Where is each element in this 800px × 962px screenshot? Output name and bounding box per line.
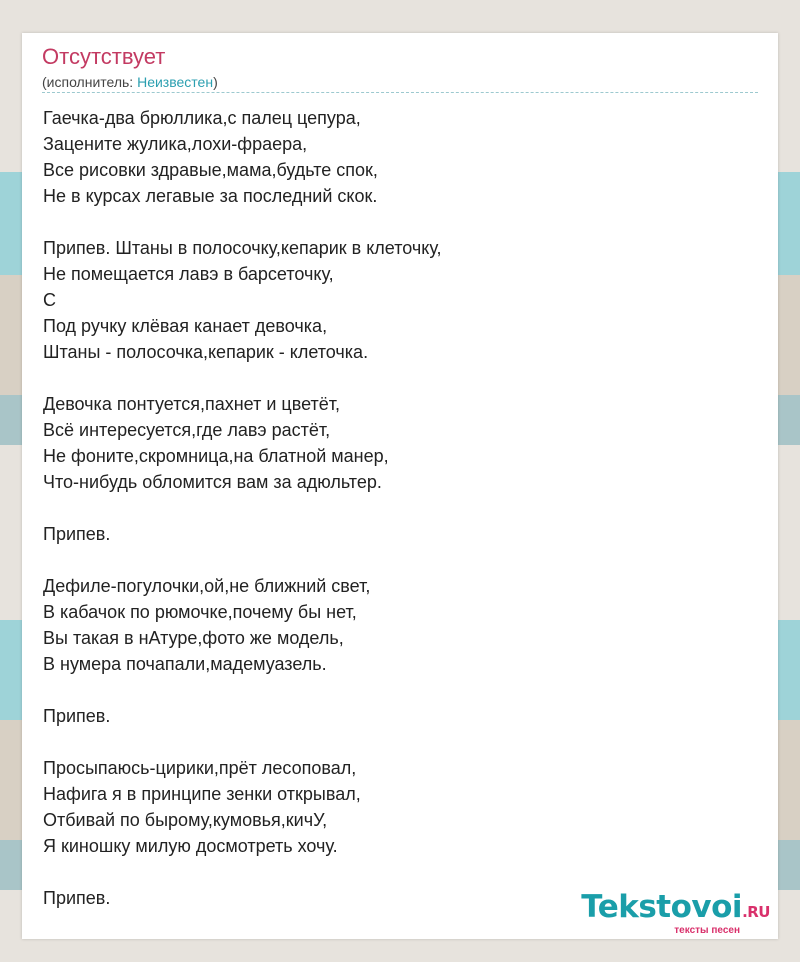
lyric-line xyxy=(43,495,753,521)
lyrics-text xyxy=(43,105,753,911)
lyric-line xyxy=(43,209,753,235)
lyric-line: Не в курсах легавые за последний скок. xyxy=(43,186,378,206)
lyric-line: В кабачок по рюмочке,почему бы нет, xyxy=(43,602,357,622)
lyric-line: Вы такая в нАтуре,фото же модель, xyxy=(43,628,344,648)
lyric-line: Штаны - полосочка,кепарик - клеточка. xyxy=(43,342,369,362)
lyric-line: Гаечка-два брюллика,с палец цепура, xyxy=(43,108,361,128)
logo-tld: .RU xyxy=(742,903,770,921)
lyric-line: Я киношку милую досмотреть хочу. xyxy=(43,836,338,856)
lyrics-card xyxy=(22,33,778,939)
performer-suffix: ) xyxy=(213,74,218,90)
lyric-line: Не помещается лавэ в барсеточку, xyxy=(43,264,334,284)
performer-info xyxy=(42,73,218,91)
song-title: Отсутствует xyxy=(42,44,166,69)
lyric-line: Припев. xyxy=(43,706,111,726)
lyric-line: Дефиле-погулочки,ой,не ближний свет, xyxy=(43,576,371,596)
lyric-line: Не фоните,скромница,на блатной манер, xyxy=(43,446,389,466)
lyric-line xyxy=(43,729,753,755)
site-logo[interactable] xyxy=(581,891,770,937)
performer-link[interactable]: Неизвестен xyxy=(137,74,214,90)
lyric-line: Все рисовки здравые,мама,будьте спок, xyxy=(43,160,378,180)
lyric-line: Припев. Штаны в полосочку,кепарик в клеточку, xyxy=(43,238,442,258)
lyric-line: Под ручку клёвая канает девочка, xyxy=(43,316,328,336)
lyric-line: Всё интересуется,где лавэ растёт, xyxy=(43,420,331,440)
lyric-line: Просыпаюсь-цирики,прёт лесоповал, xyxy=(43,758,357,778)
logo-wordmark xyxy=(581,891,770,928)
lyric-line: Отбивай по бырому,кумовья,кичУ, xyxy=(43,810,328,830)
lyric-line: Припев. xyxy=(43,524,111,544)
title-divider xyxy=(42,92,758,93)
lyric-line xyxy=(43,547,753,573)
logo-tagline: тексты песен xyxy=(674,925,740,936)
lyric-line: Зацените жулика,лохи-фраера, xyxy=(43,134,308,154)
performer-prefix: (исполнитель: xyxy=(42,74,138,90)
lyric-line xyxy=(43,859,753,885)
lyric-line: Припев. xyxy=(43,888,111,908)
logo-name: Tekstovoi xyxy=(581,889,743,925)
lyric-line xyxy=(43,677,753,703)
lyric-line: Нафига я в принципе зенки открывал, xyxy=(43,784,361,804)
lyric-line: С xyxy=(43,290,56,310)
lyric-line: В нумера почапали,мадемуазель. xyxy=(43,654,327,674)
lyric-line: Что-нибудь обломится вам за адюльтер. xyxy=(43,472,382,492)
lyric-line: Девочка понтуется,пахнет и цветёт, xyxy=(43,394,340,414)
lyric-line xyxy=(43,365,753,391)
